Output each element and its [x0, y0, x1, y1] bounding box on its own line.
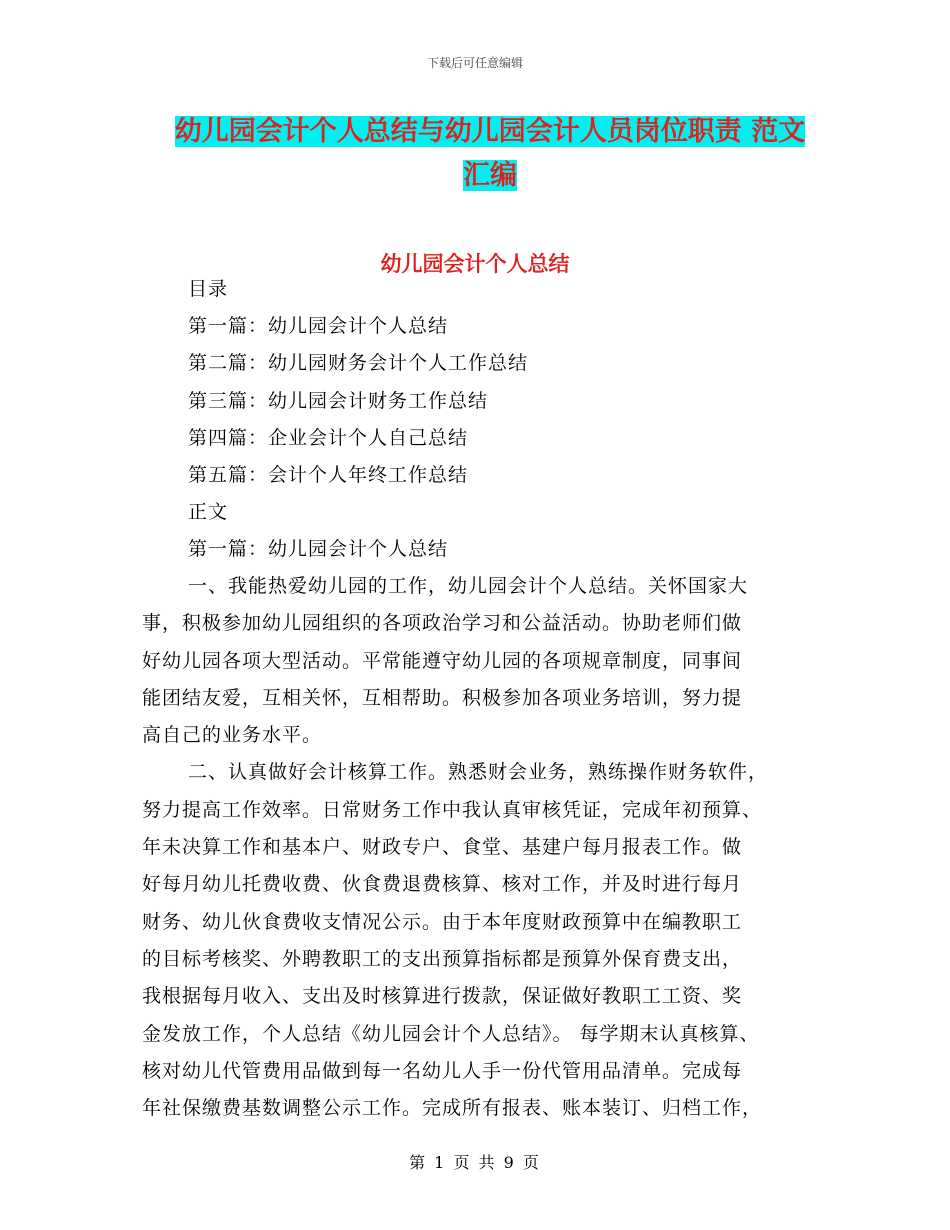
paragraph-1 — [142, 568, 822, 754]
paragraph-2 — [142, 754, 822, 1127]
toc-item: 正文 — [188, 501, 229, 524]
header-note: 下载后可任意编辑 — [426, 56, 523, 70]
paragraph-line: 好每月幼儿托费收费、伙食费退费核算、核对工作，并及时进行每月 — [142, 873, 743, 896]
paragraph-line: 一、我能热爱幼儿园的工作，幼儿园会计个人总结。关怀国家大 — [188, 575, 749, 597]
toc-item: 第一篇：幼儿园会计个人总结 — [188, 315, 449, 338]
body-text — [142, 568, 822, 1127]
toc-item: 第四篇：企业会计个人自己总结 — [188, 426, 469, 449]
paragraph-line: 我根据每月收入、支出及时核算进行拨款，保证做好教职工工资、奖 — [142, 985, 743, 1008]
document-title — [150, 110, 830, 198]
paragraph-line: 二、认真做好会计核算工作。熟悉财会业务，熟练操作财务软件， — [188, 761, 769, 784]
toc-item: 第五篇：会计个人年终工作总结 — [188, 464, 469, 487]
table-of-contents — [188, 271, 828, 569]
page-footer: 第 1 页 共 9 页 — [409, 1153, 541, 1172]
paragraph-line: 金发放工作，个人总结《幼儿园会计个人总结》。 每学期末认真核算、 — [142, 1022, 760, 1045]
document-title-line-1: 幼儿园会计个人总结与幼儿园会计人员岗位职责 范文 — [174, 116, 806, 147]
toc-item: 目录 — [188, 278, 229, 300]
paragraph-line: 财务、幼儿伙食费收支情况公示。由于本年度财政预算中在编教职工 — [142, 910, 743, 933]
paragraph-line: 年未决算工作和基本户、财政专户、食堂、基建户每月报表工作。做 — [142, 836, 743, 859]
document-title-line-2: 汇编 — [463, 160, 517, 191]
paragraph-line: 核对幼儿代管费用品做到每一名幼儿人手一份代管用品清单。完成每 — [142, 1059, 743, 1082]
paragraph-line: 能团结友爱，互相关怀，互相帮助。积极参加各项业务培训，努力提 — [142, 686, 743, 709]
section-title: 幼儿园会计个人总结 — [380, 252, 570, 276]
toc-item: 第一篇：幼儿园会计个人总结 — [188, 538, 449, 561]
paragraph-line: 的目标考核奖、外聘教职工的支出预算指标都是预算外保育费支出， — [142, 947, 743, 970]
paragraph-line: 年社保缴费基数调整公示工作。完成所有报表、账本装订、归档工作， — [142, 1097, 763, 1120]
paragraph-line: 努力提高工作效率。日常财务工作中我认真审核凭证，完成年初预算、 — [142, 798, 763, 821]
paragraph-line: 事，积极参加幼儿园组织的各项政治学习和公益活动。协助老师们做 — [142, 612, 743, 635]
toc-item: 第三篇：幼儿园会计财务工作总结 — [188, 389, 489, 412]
paragraph-line: 好幼儿园各项大型活动。平常能遵守幼儿园的各项规章制度，同事间 — [142, 649, 743, 672]
paragraph-line: 高自己的业务水平。 — [142, 724, 323, 747]
toc-item: 第二篇：幼儿园财务会计个人工作总结 — [188, 352, 529, 375]
